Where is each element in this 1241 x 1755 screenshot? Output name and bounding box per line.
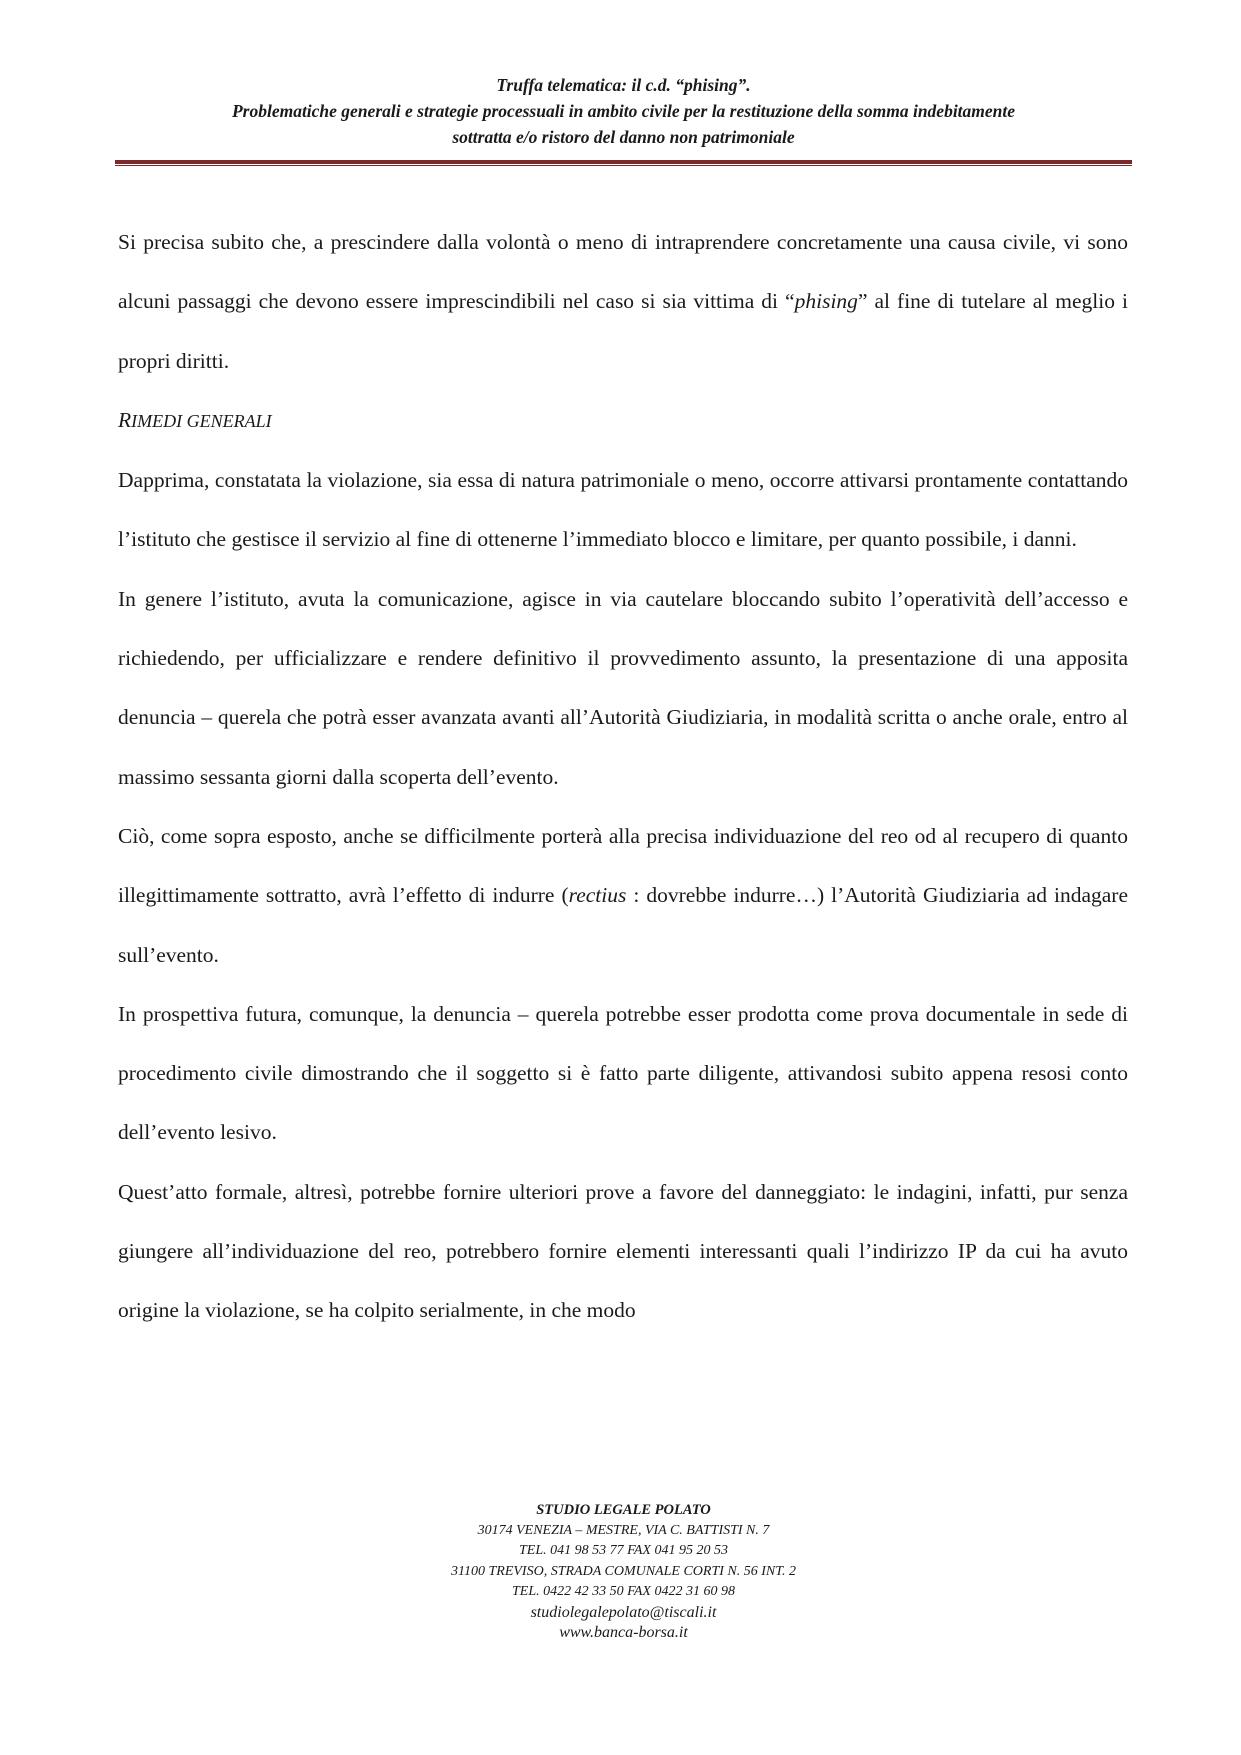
header-subtitle-line1: Problematiche generali e strategie processuali in ambito civile per la restituzione della somma indebitamente bbox=[231, 101, 1016, 121]
header-divider-thick bbox=[115, 160, 1132, 164]
paragraph-4: In prospettiva futura, comunque, la denuncia – querela potrebbe esser prodotta come prova documentale in sede di procedimento civile dimostrando che il soggetto si è fatto parte diligente, attivandosi subito appena resosi conto dell’evento lesivo. bbox=[118, 1001, 1128, 1145]
footer-phone-venezia: TEL. 041 98 53 77 FAX 041 95 20 53 bbox=[519, 1543, 728, 1558]
footer-firm-name: STUDIO LEGALE POLATO bbox=[536, 1502, 711, 1518]
page-header bbox=[115, 72, 1132, 150]
footer-website: www.banca-borsa.it bbox=[559, 1624, 688, 1641]
paragraph-5: Quest’atto formale, altresì, potrebbe fornire ulteriori prove a favore del danneggiato: le indagini, infatti, pur senza giungere all’individuazione del reo, potrebbero fornire elementi interessanti quali l’indirizzo IP da cui ha avuto origine la violazione, se ha colpito serialmente, in che modo bbox=[118, 1179, 1128, 1323]
footer-address-treviso: 31100 TREVISO, STRADA COMUNALE CORTI N. 56 INT. 2 bbox=[451, 1563, 796, 1579]
footer-address-venezia: 30174 VENEZIA – MESTRE, VIA C. BATTISTI N. 7 bbox=[477, 1522, 770, 1538]
document-body bbox=[118, 213, 1128, 1341]
paragraph-3: Ciò, come sopra esposto, anche se difficilmente porterà alla precisa individuazione del reo od al recupero di quanto illegittimamente sottratto, avrà l’effetto di indurre (rectius : dovrebbe indurre…) l’Autorità Giudiziaria ad indagare sull’evento. bbox=[118, 823, 1128, 967]
footer-email: studiolegalepolato@tiscali.it bbox=[530, 1603, 717, 1621]
header-divider-thin bbox=[115, 165, 1132, 166]
intro-paragraph: Si precisa subito che, a prescindere dalla volontà o meno di intraprendere concretamente una causa civile, vi sono alcuni passaggi che devono essere imprescindibili nel caso si sia vittima di “phising” al fine di tutelare al meglio i propri diritti. bbox=[118, 230, 1128, 373]
footer-phone-treviso: TEL. 0422 42 33 50 FAX 0422 31 60 98 bbox=[512, 1584, 735, 1599]
term-rectius: rectius bbox=[568, 883, 627, 908]
section-title: RIMEDI GENERALI bbox=[118, 407, 272, 432]
page-footer bbox=[115, 1500, 1132, 1644]
header-subtitle-line2: sottratta e/o ristoro del danno non patrimoniale bbox=[452, 127, 795, 147]
paragraph-2: In genere l’istituto, avuta la comunicazione, agisce in via cautelare bloccando subito l’operatività dell’accesso e richiedendo, per ufficializzare e rendere definitivo il provvedimento assunto, la presentazione di una apposita denuncia – querela che potrà esser avanzata avanti all’Autorità Giudiziaria, in modalità scritta o anche orale, entro al massimo sessanta giorni dalla scoperta dell’evento. bbox=[118, 586, 1128, 789]
paragraph-1: Dapprima, constatata la violazione, sia essa di natura patrimoniale o meno, occorre attivarsi prontamente contattando l’istituto che gestisce il servizio al fine di ottenerne l’immediato blocco e limitare, per quanto possibile, i danni. bbox=[118, 468, 1128, 552]
term-phising: phising bbox=[794, 289, 858, 314]
header-title: Truffa telematica: il c.d. “phising”. bbox=[496, 75, 751, 95]
header-divider bbox=[115, 160, 1132, 167]
